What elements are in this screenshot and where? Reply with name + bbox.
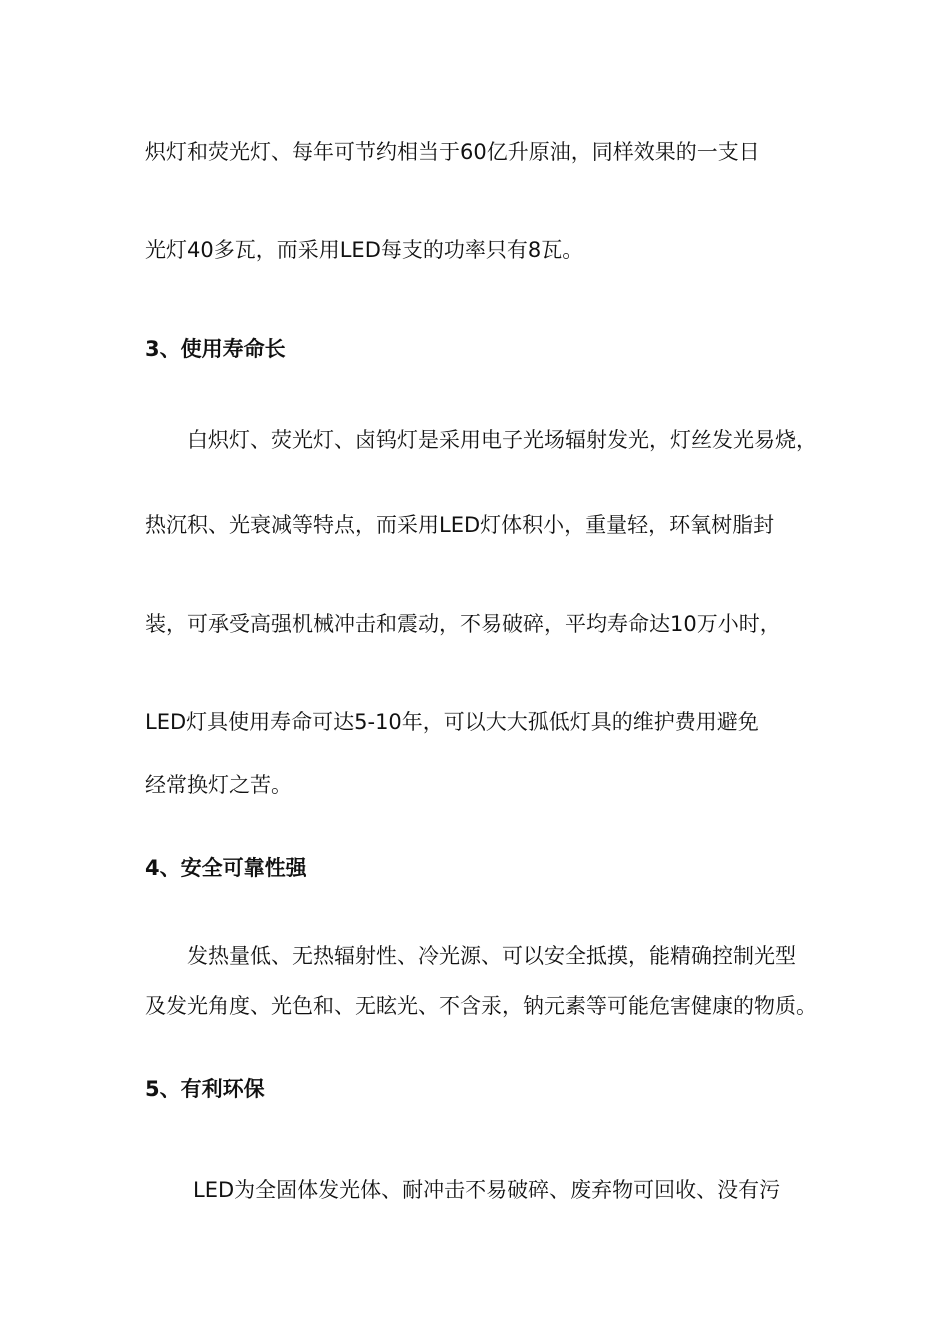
body-text-line: 经常换灯之苦。 <box>145 773 292 797</box>
body-text-line: 装，可承受高强机械冲击和震动，不易破碎，平均寿命达10万小时， <box>145 612 781 636</box>
section-heading: 3、使用寿命长 <box>145 337 286 361</box>
body-text-line: 热沉积、光衰减等特点，而采用LED灯体积小，重量轻，环氧树脂封 <box>145 513 775 537</box>
section-heading: 5、有利环保 <box>145 1077 265 1101</box>
body-text-line: LED灯具使用寿命可达5-10年，可以大大孤低灯具的维护费用避免 <box>145 710 759 734</box>
body-text-line: 光灯40多瓦，而采用LED每支的功率只有8瓦。 <box>145 238 584 262</box>
body-text-line: 及发光角度、光色和、无眩光、不含汞，钠元素等可能危害健康的物质。 <box>145 994 817 1018</box>
body-text-line: 发热量低、无热辐射性、冷光源、可以安全抵摸，能精确控制光型 <box>187 944 796 968</box>
body-text-line: 炽灯和荧光灯、每年可节约相当于60亿升原油，同样效果的一支日 <box>145 140 760 164</box>
body-text-line: 白炽灯、荧光灯、卤钨灯是采用电子光场辐射发光，灯丝发光易烧， <box>187 428 817 452</box>
body-text-line: LED为全固体发光体、耐冲击不易破碎、废弃物可回收、没有污 <box>193 1178 781 1202</box>
section-heading: 4、安全可靠性强 <box>145 856 307 880</box>
